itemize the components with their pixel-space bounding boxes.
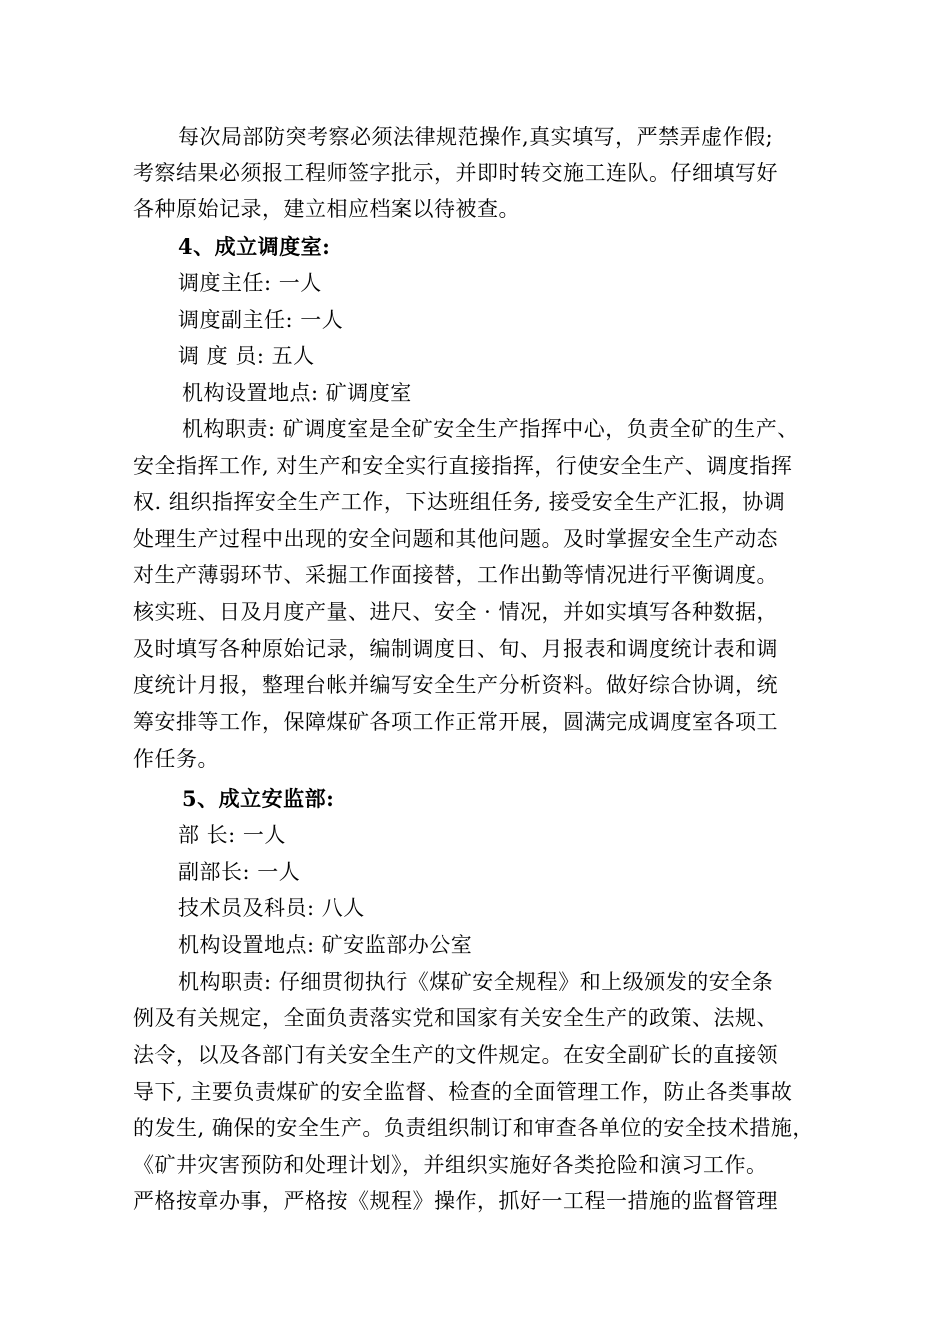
paragraph-line: 权. 组织指挥安全生产工作，下达班组任务, 接受安全生产汇报，协调 — [133, 490, 786, 514]
paragraph-line: 处理生产过程中出现的安全问题和其他问题。及时掌握安全生产动态 — [133, 527, 778, 551]
paragraph-line: 及时填写各种原始记录，编制调度日、旬、月报表和调度统计表和调 — [133, 637, 778, 661]
paragraph-line: 调 度 员: 五人 — [178, 344, 315, 368]
paragraph-line: 每次局部防突考察必须法律规范操作,真实填写，严禁弄虚作假; — [178, 125, 774, 149]
paragraph-line: 对生产薄弱环节、采掘工作面接替，工作出勤等情况进行平衡调度。 — [133, 563, 778, 587]
paragraph-line: 各种原始记录，建立相应档案以待被查。 — [133, 197, 520, 221]
paragraph-line: 安全指挥工作, 对生产和安全实行直接指挥，行使安全生产、调度指挥 — [133, 454, 793, 478]
paragraph-line: 的发生, 确保的安全生产。负责组织制订和审查各单位的安全技术措施， — [133, 1116, 814, 1140]
section-heading: 5、成立安监部: — [182, 786, 335, 811]
paragraph-line: 度统计月报，整理台帐并编写安全生产分析资料。做好综合协调，统 — [133, 673, 778, 697]
paragraph-line: 筹安排等工作，保障煤矿各项工作正常开展，圆满完成调度室各项工 — [133, 710, 778, 734]
paragraph-line: 核实班、日及月度产量、进尺、安全 · 情况，并如实填写各种数据， — [133, 600, 779, 624]
paragraph-line: 技术员及科员: 八人 — [178, 896, 365, 920]
paragraph-line: 作任务。 — [133, 747, 219, 771]
paragraph-line: 导下, 主要负责煤矿的安全监督、检查的全面管理工作，防止各类事故 — [133, 1080, 793, 1104]
paragraph-line: 考察结果必须报工程师签字批示，并即时转交施工连队。仔细填写好 — [133, 161, 778, 185]
paragraph-line: 机构职责: 矿调度室是全矿安全生产指挥中心，负责全矿的生产、 — [182, 417, 799, 441]
paragraph-line: 部 长: 一人 — [178, 823, 286, 847]
paragraph-line: 《矿井灾害预防和处理计划》，并组织实施好各类抢险和演习工作。 — [133, 1153, 768, 1177]
paragraph-line: 调度副主任: 一人 — [178, 308, 344, 332]
paragraph-line: 例及有关规定，全面负责落实党和国家有关安全生产的政策、法规、 — [133, 1006, 778, 1030]
paragraph-line: 严格按章办事，严格按《规程》操作，抓好一工程一措施的监督管理 — [133, 1189, 778, 1213]
paragraph-line: 机构职责: 仔细贯彻执行《煤矿安全规程》和上级颁发的安全条 — [178, 970, 774, 994]
paragraph-line: 副部长: 一人 — [178, 860, 301, 884]
section-heading: 4、成立调度室: — [178, 234, 331, 259]
paragraph-line: 调度主任: 一人 — [178, 271, 322, 295]
paragraph-line: 机构设置地点: 矿调度室 — [182, 381, 412, 405]
paragraph-line: 机构设置地点: 矿安监部办公室 — [178, 933, 473, 957]
paragraph-line: 法令，以及各部门有关安全生产的文件规定。在安全副矿长的直接领 — [133, 1043, 778, 1067]
